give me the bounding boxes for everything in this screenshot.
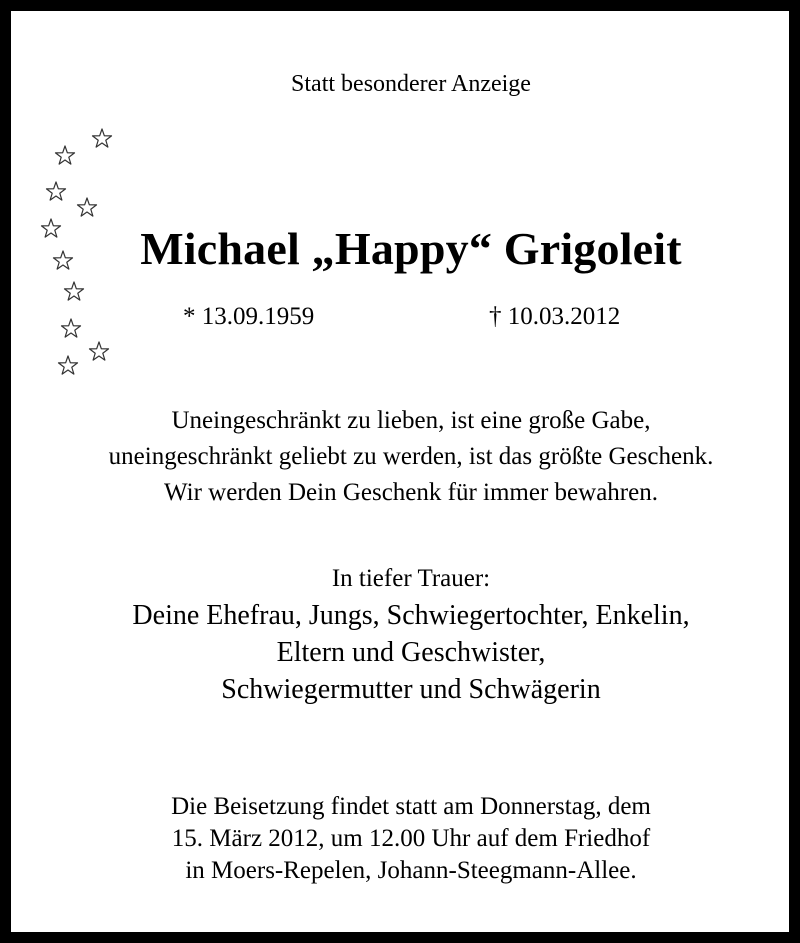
mourners-line: Schwiegermutter und Schwägerin [221, 674, 601, 705]
deceased-name: Michael „Happy“ Grigoleit [140, 223, 682, 274]
funeral-line: Die Beisetzung findet statt am Donnerstag, dem [171, 793, 651, 820]
birth-date: * 13.09.1959 [183, 303, 315, 330]
mourning-intro: In tiefer Trauer: [331, 565, 491, 592]
star-icon [55, 146, 74, 164]
quote-line: Uneingeschränkt zu lieben, ist eine große Gabe, [171, 407, 651, 434]
star-icon [64, 282, 83, 300]
mourners-line: Deine Ehefrau, Jungs, Schwiegertochter, Enkelin, [132, 600, 690, 631]
mourners-line: Eltern und Geschwister, [276, 637, 546, 668]
quote-line: uneingeschränkt geliebt zu werden, ist das größte Geschenk. [108, 443, 714, 470]
funeral-line: 15. März 2012, um 12.00 Uhr auf dem Friedhof [171, 825, 651, 852]
funeral-line: in Moers-Repelen, Johann-Steegmann-Allee. [185, 857, 637, 884]
star-icon [89, 342, 108, 360]
mourners-list [11, 597, 800, 708]
quote-line: Wir werden Dein Geschenk für immer bewahren. [164, 479, 658, 506]
star-icon [61, 319, 80, 337]
star-icon [58, 356, 77, 374]
star-icon [92, 129, 111, 147]
memorial-quote [11, 403, 800, 511]
star-icon [77, 198, 96, 216]
star-icon [46, 182, 65, 200]
header-text: Statt besonderer Anzeige [291, 71, 531, 97]
death-date: † 10.03.2012 [489, 303, 621, 330]
funeral-info [11, 791, 800, 887]
